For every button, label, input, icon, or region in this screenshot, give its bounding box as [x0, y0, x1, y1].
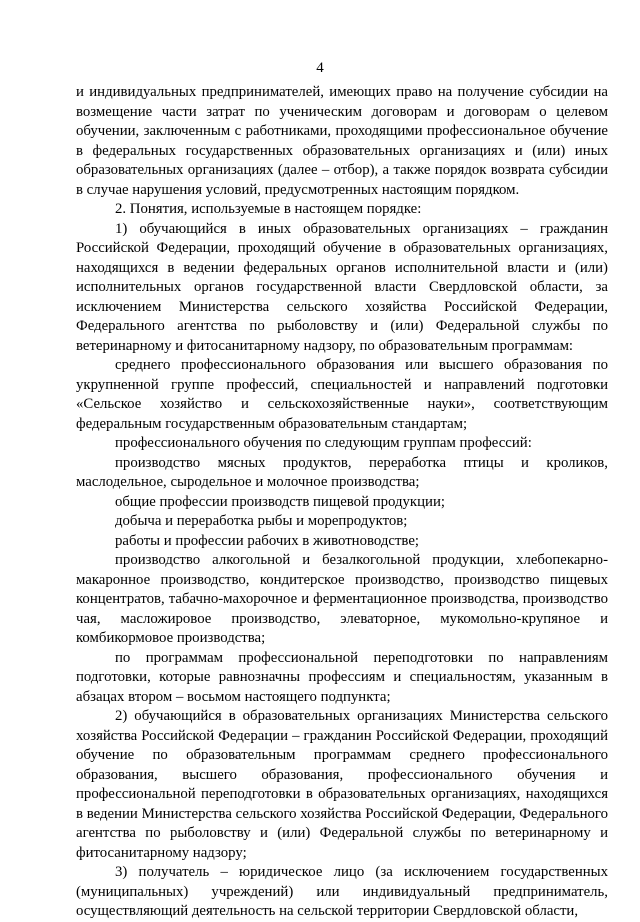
- paragraph-section-2-heading: 2. Понятия, используемые в настоящем порядке:: [115, 201, 422, 217]
- paragraph-beverage-bakery-production: производство алкогольной и безалкогольной продукции, хлебопекарно-макаронное производство, кондитерское производство, производство пищевых концентратов, табачно-махорочное и ферментационное производства, производство чая, масложировое производство, элеваторное, мукомольно-крупяное и комбикормовое производства;: [76, 552, 608, 646]
- paragraph-secondary-higher-education: среднего профессионального образования или высшего образования по укрупненной группе профессий, специальностей и направлений подготовки «Сельское хозяйство и сельскохозяйственные науки», соответствующим федеральным государственным образовательным стандартам;: [76, 357, 608, 432]
- paragraph-item-2: 2) обучающийся в образовательных организациях Министерства сельского хозяйства Российской Федерации – гражданин Российской Федерации, проходящий обучение по образовательным программам среднего профессионального образования, высшего образования, профессионального обучения и профессиональной переподготовки в образовательных организациях, находящихся в ведении Министерства сельского хозяйства Российской Федерации, Федерального агентства по рыболовству и (или) Федеральной службы по ветеринарному и фитосанитарному надзору;: [76, 708, 608, 861]
- paragraph-fish-processing: добыча и переработка рыбы и морепродуктов;: [115, 513, 408, 529]
- paragraph-livestock-work: работы и профессии рабочих в животноводстве;: [115, 532, 420, 549]
- paragraph-food-production: общие профессии производств пищевой продукции;: [115, 493, 445, 510]
- paragraph-meat-dairy-production: производство мясных продуктов, переработка птицы и кроликов, маслодельное, сыродельное и молочное производства;: [76, 454, 608, 490]
- paragraph-retraining-programs: по программам профессиональной переподготовки по направлениям подготовки, которые равнозначны профессиям и специальностям, указанным в абзацах втором – восьмом настоящего подпункта;: [76, 649, 608, 705]
- paragraph-vocational-training: профессионального обучения по следующим группам профессий:: [115, 435, 532, 451]
- document-body: [76, 83, 608, 922]
- page-number: 4: [316, 60, 324, 76]
- paragraph-item-1: 1) обучающийся в иных образовательных организациях – гражданин Российской Федерации, проходящий обучение в образовательных организациях, находящихся в ведении федеральных органов исполнительной власти и (или) исполнительных органов государственной власти Свердловской области, за исключением Министерства сельского хозяйства Российской Федерации, Федерального агентства по рыболовству и (или) Федеральной службы по ветеринарному и фитосанитарному надзору, по образовательным программам:: [76, 220, 608, 354]
- paragraph-item-3: 3) получатель – юридическое лицо (за исключением государственных (муниципальных) учреждений) или индивидуальный предприниматель, осуществляющий деятельность на сельской территории Свердловской области,: [76, 864, 608, 919]
- paragraph-continuation: и индивидуальных предпринимателей, имеющих право на получение субсидии на возмещение части затрат по ученическим договорам и договорам о целевом обучении, заключенным с работниками, проходящими профессиональное обучение в федеральных государственных образовательных организациях и (или) иных образовательных организациях (далее – отбор), а также порядок возврата субсидии в случае нарушения условий, предусмотренных настоящим порядком.: [76, 84, 608, 198]
